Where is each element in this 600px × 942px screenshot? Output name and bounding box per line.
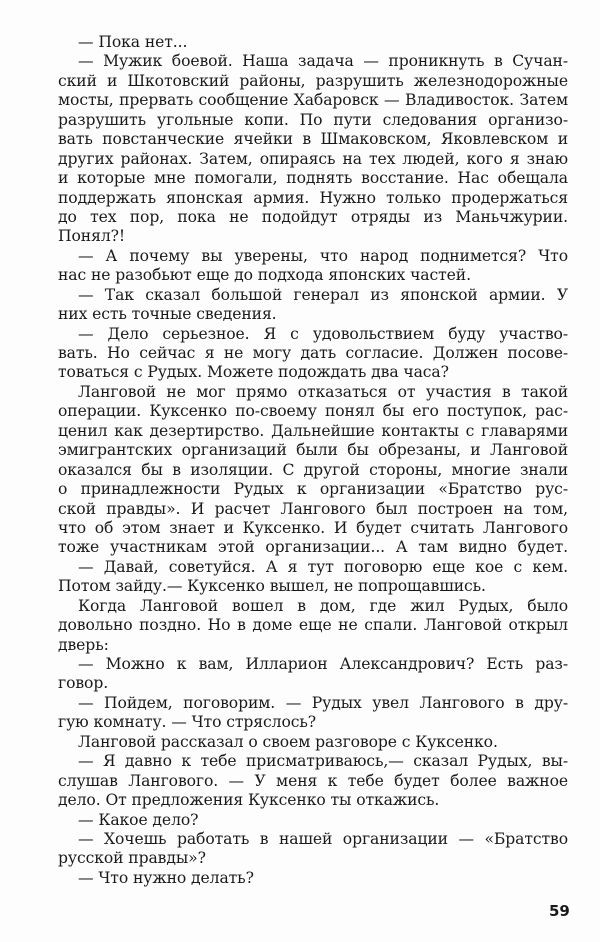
text-line: — Пока нет...	[78, 33, 188, 51]
text-line: — Хочешь работать в нашей организации — «Братство	[78, 829, 568, 848]
text-line: — А почему вы уверены, что народ поднимется? Что	[78, 246, 568, 265]
page-body-text	[58, 33, 568, 888]
text-line: о принадлежности Рудых к организации «Братство рус-	[58, 480, 568, 499]
text-line: — Пойдем, поговорим. — Рудых увел Лангового в дру-	[78, 693, 568, 712]
text-line: поддержать японская армия. Нужно только продержаться	[58, 188, 568, 207]
text-line: — Так сказал большой генерал из японской армии. У	[78, 285, 568, 304]
text-line: них есть точные сведения.	[58, 305, 277, 324]
text-line: эмигрантских организаций были бы обрезаны, и Ланговой	[58, 441, 568, 460]
text-line: что об этом знает и Куксенко. И будет считать Лангового	[58, 518, 568, 537]
text-line: довольно поздно. Но в доме еще не спали. Ланговой открыл	[58, 616, 568, 635]
text-line: дверь:	[58, 635, 109, 654]
text-line: Ланговой не мог прямо отказаться от участия в такой	[78, 382, 568, 401]
text-line: оказался бы в изоляции. С другой стороны, многие знали	[58, 460, 568, 479]
text-line: вать повстанческие ячейки в Шмаковском, Яковлевском и	[58, 130, 568, 149]
text-line: дело. От предложения Куксенко ты откажись.	[58, 791, 440, 810]
text-line: Ланговой рассказал о своем разговоре с Куксенко.	[78, 732, 498, 751]
text-line: нас не разобьют еще до подхода японских частей.	[58, 266, 471, 285]
text-line: и которые мне помогали, поднять восстание. Нас обещала	[58, 169, 568, 188]
text-line: — Дело серьезное. Я с удовольствием буду участво-	[78, 324, 568, 343]
text-line: говор.	[58, 674, 109, 693]
text-line: вать. Но сейчас я не могу дать согласие. Должен посове-	[58, 344, 568, 362]
text-line: — Давай, советуйся. А я тут поговорю еще кое с кем.	[78, 557, 568, 576]
text-line: — Я давно к тебе присматриваюсь,— сказал Рудых, вы-	[78, 752, 568, 771]
text-line: слушав Лангового. — У меня к тебе будет более важное	[58, 771, 568, 790]
text-line: других районах. Затем, опираясь на тех людей, кого я знаю	[58, 149, 568, 168]
text-line: русской правды»?	[58, 849, 206, 868]
text-line: Понял?!	[58, 227, 126, 246]
text-line: до тех пор, пока не подойдут отряды из Маньчжурии.	[58, 207, 568, 226]
text-line: разрушить угольные копи. По пути следования организо-	[58, 110, 568, 129]
text-line: — Мужик боевой. Наша задача — проникнуть в Сучан-	[78, 52, 568, 71]
text-line: — Что нужно делать?	[78, 868, 254, 887]
text-line: тоже участникам этой организации... А там видно будет.	[58, 538, 568, 557]
text-line: ский и Шкотовский районы, разрушить железнодорожные	[58, 71, 568, 90]
text-line: — Можно к вам, Илларион Александрович? Есть раз-	[78, 655, 568, 673]
text-line: — Какое дело?	[78, 810, 199, 829]
text-line: мосты, прервать сообщение Хабаровск — Владивосток. Затем	[58, 91, 568, 110]
text-line: ценил как дезертирство. Дальнейшие контакты с главарями	[58, 421, 568, 440]
text-line: гую комнату. — Что стряслось?	[58, 713, 317, 732]
text-line: Потом зайду.— Куксенко вышел, не попрощавшись.	[58, 577, 486, 596]
text-line: операции. Куксенко по-своему понял бы его поступок, рас-	[58, 402, 568, 421]
text-line: ской правды». И расчет Лангового был построен на том,	[58, 499, 568, 518]
page-number: 59	[549, 902, 570, 920]
text-line: Когда Ланговой вошел в дом, где жил Рудых, было	[78, 596, 568, 615]
text-line: товаться с Рудых. Можете подождать два часа?	[58, 363, 449, 382]
